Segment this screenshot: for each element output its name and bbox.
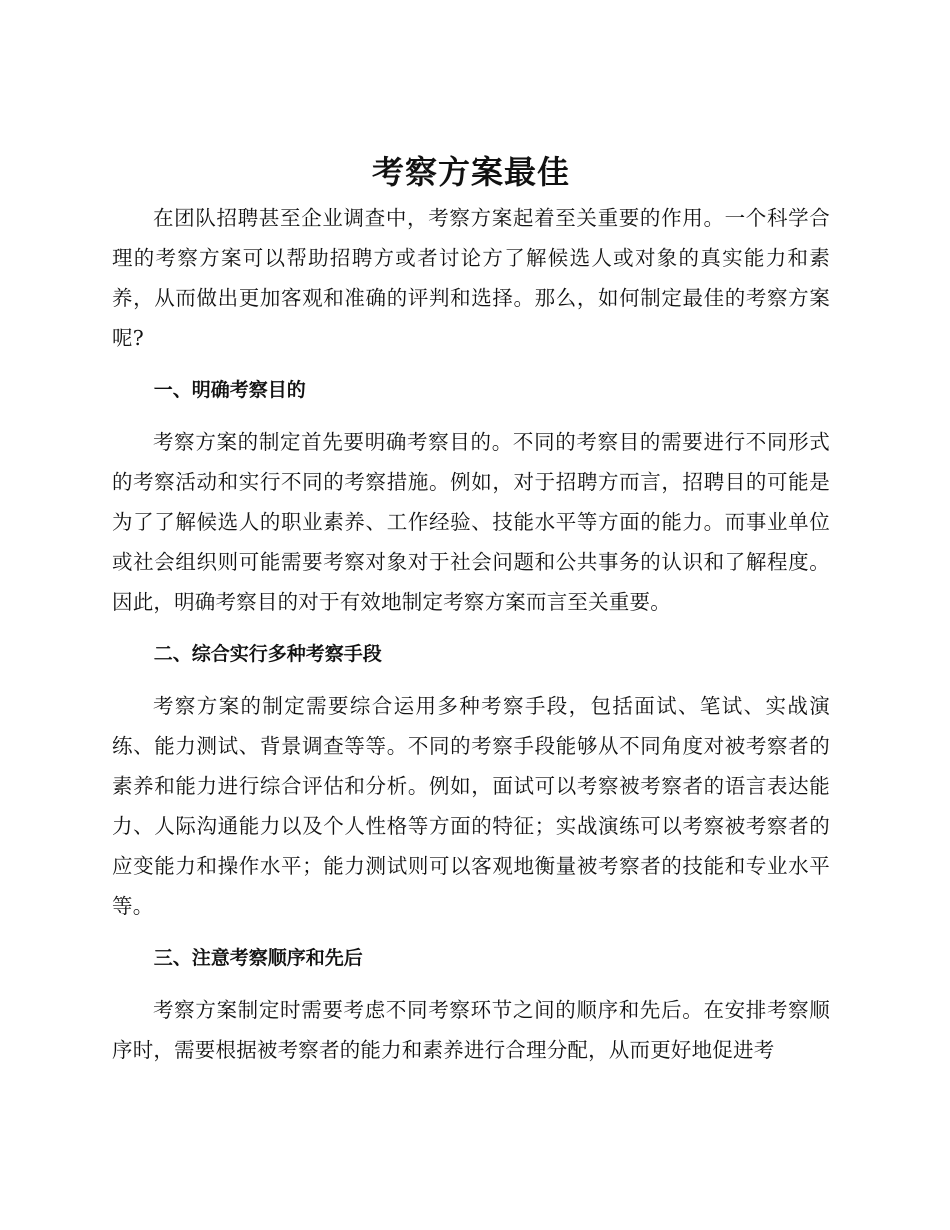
section-heading-1: 一、明确考察目的	[153, 379, 306, 401]
document-page	[112, 150, 830, 1070]
intro-paragraph: 在团队招聘甚至企业调查中，考察方案起着至关重要的作用。一个科学合理的考察方案可以帮助招聘方或者讨论方了解候选人或对象的真实能力和素养，从而做出更加客观和准确的评判和选择。那么，如何制定最佳的考察方案呢?	[112, 206, 830, 350]
section-body-1: 考察方案的制定首先要明确考察目的。不同的考察目的需要进行不同形式的考察活动和实行不同的考察措施。例如，对于招聘方而言，招聘目的可能是为了了解候选人的职业素养、工作经验、技能水平等方面的能力。而事业单位或社会组织则可能需要考察对象对于社会问题和公共事务的认识和了解程度。因此，明确考察目的对于有效地制定考察方案而言至关重要。	[112, 430, 830, 614]
section-heading-3: 三、注意考察顺序和先后	[153, 947, 363, 969]
document-title: 考察方案最佳	[371, 153, 570, 191]
section-body-3: 考察方案制定时需要考虑不同考察环节之间的顺序和先后。在安排考察顺序时，需要根据被考察者的能力和素养进行合理分配，从而更好地促进考	[112, 998, 830, 1062]
section-body-2: 考察方案的制定需要综合运用多种考察手段，包括面试、笔试、实战演练、能力测试、背景调查等等。不同的考察手段能够从不同角度对被考察者的素养和能力进行综合评估和分析。例如，面试可以考察被考察者的语言表达能力、人际沟通能力以及个人性格等方面的特征；实战演练可以考察被考察者的应变能力和操作水平；能力测试则可以客观地衡量被考察者的技能和专业水平等。	[112, 694, 830, 918]
section-heading-2: 二、综合实行多种考察手段	[153, 643, 382, 665]
